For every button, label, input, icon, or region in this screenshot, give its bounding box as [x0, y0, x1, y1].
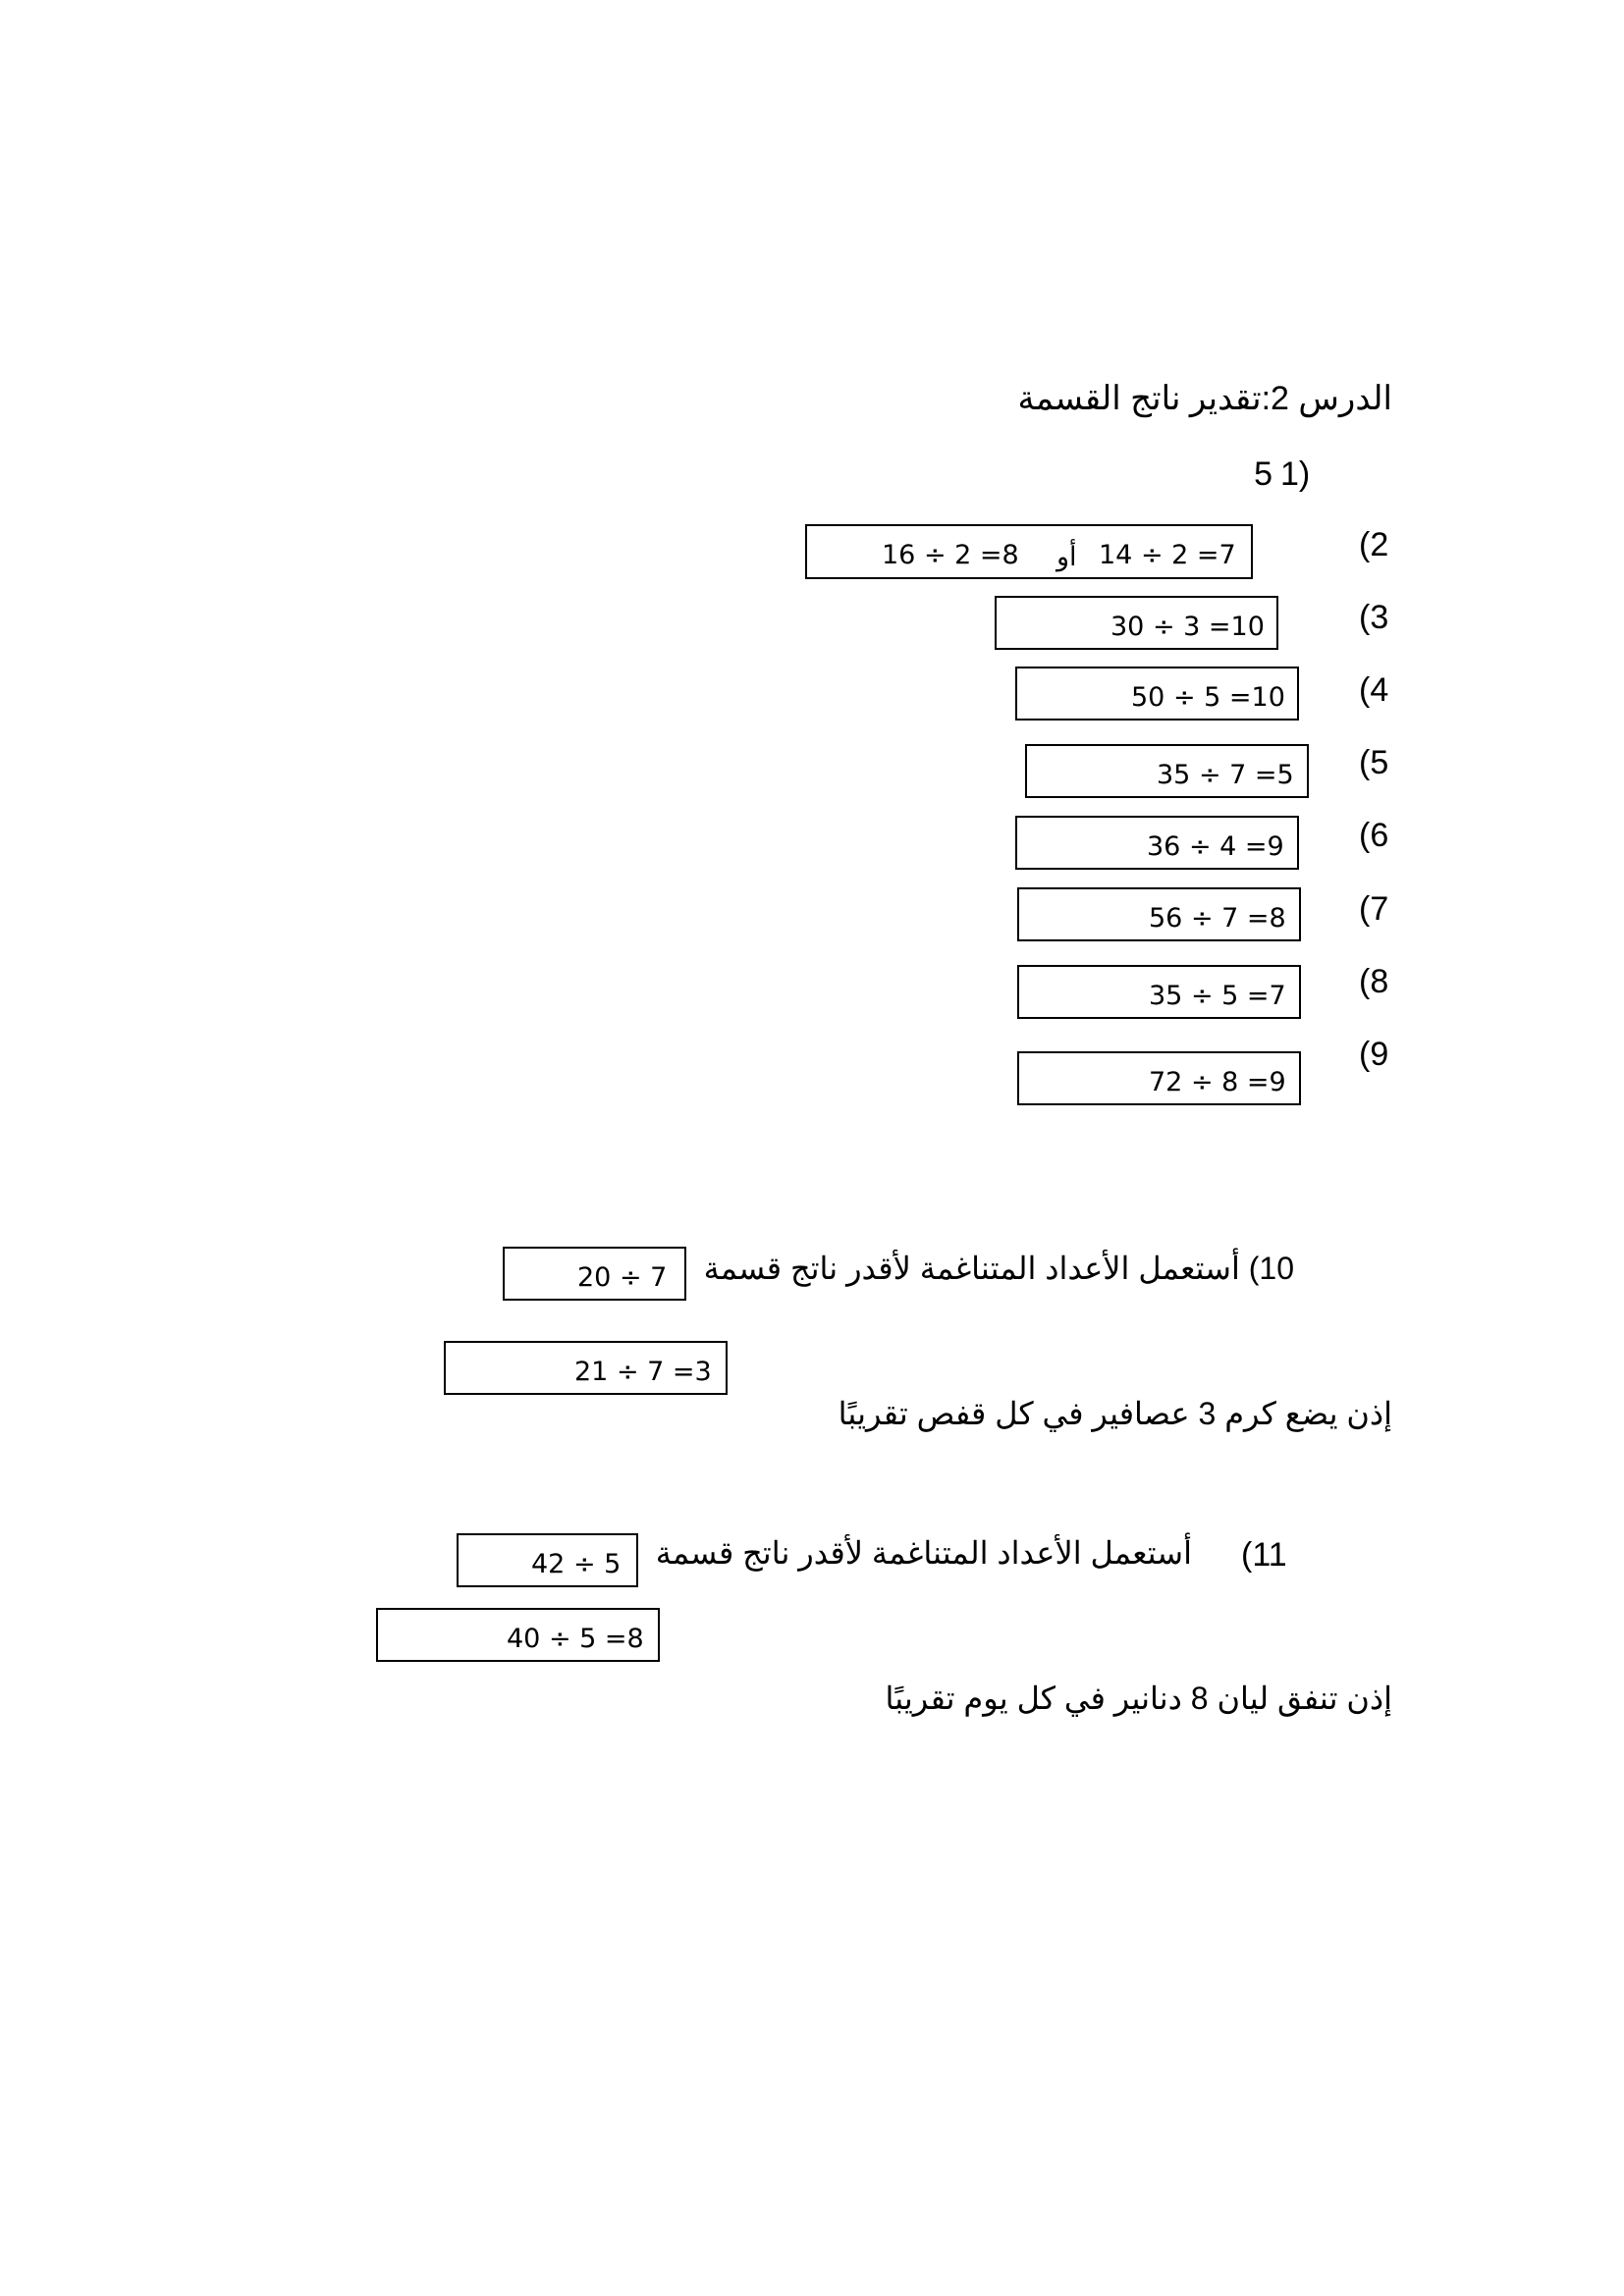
- q8-expr: 35 ÷ 5 =7: [1149, 981, 1286, 1011]
- q11-conclusion: إذن تنفق ليان 8 دنانير في كل يوم تقريبًا: [885, 1681, 1392, 1716]
- q2-answer-box: [805, 524, 1253, 579]
- q9-label: (9: [1359, 1036, 1389, 1073]
- lesson-title: الدرس 2:تقدير ناتج القسمة: [1017, 380, 1392, 417]
- q3-label: (3: [1359, 599, 1389, 636]
- q10-given-box: [503, 1247, 686, 1301]
- q11-given-box: [457, 1533, 638, 1587]
- q11-prompt: أستعمل الأعداد المتناغمة لأقدر ناتج قسمة: [655, 1535, 1192, 1571]
- q11-label: (11: [1241, 1536, 1287, 1574]
- q6-answer-box: [1015, 816, 1299, 870]
- q10-prompt: 10) أستعمل الأعداد المتناغمة لأقدر ناتج قسمة: [703, 1251, 1294, 1286]
- q3-expr: 30 ÷ 3 =10: [1110, 612, 1265, 642]
- q8-answer-box: [1017, 965, 1301, 1019]
- q7-expr: 56 ÷ 7 =8: [1149, 903, 1286, 934]
- q5-answer-box: [1025, 744, 1309, 798]
- q11-estimate: 40 ÷ 5 =8: [507, 1624, 644, 1654]
- q9-expr: 72 ÷ 8 =9: [1149, 1067, 1286, 1097]
- q4-expr: 50 ÷ 5 =10: [1131, 682, 1285, 713]
- q4-answer-box: [1015, 667, 1299, 721]
- q8-label: (8: [1359, 963, 1389, 1000]
- q2-or-word: أو: [1056, 542, 1077, 572]
- q6-expr: 36 ÷ 4 =9: [1147, 831, 1284, 862]
- q1-label: 1): [1280, 455, 1311, 493]
- q10-estimate: 21 ÷ 7 =3: [574, 1357, 712, 1387]
- q11-given: 42 ÷ 5: [531, 1549, 622, 1579]
- q4-label: (4: [1359, 671, 1389, 709]
- q10-conclusion: إذن يضع كرم 3 عصافير في كل قفص تقريبًا: [838, 1396, 1392, 1431]
- q11-estimate-box: [376, 1608, 660, 1662]
- q10-given: 20 ÷ 7: [577, 1262, 668, 1293]
- q2-label: (2: [1359, 526, 1389, 563]
- q2-expr-a: 16 ÷ 2 =8: [882, 540, 1019, 570]
- q2-expr-b: 14 ÷ 2 =7: [1099, 540, 1236, 570]
- q7-label: (7: [1359, 890, 1389, 928]
- q1-answer: 5: [1254, 455, 1272, 493]
- q5-expr: 35 ÷ 7 =5: [1157, 760, 1294, 790]
- q6-label: (6: [1359, 817, 1389, 854]
- q7-answer-box: [1017, 887, 1301, 941]
- q10-estimate-box: [444, 1341, 728, 1395]
- q3-answer-box: [995, 596, 1278, 650]
- q9-answer-box: [1017, 1051, 1301, 1105]
- q5-label: (5: [1359, 744, 1389, 781]
